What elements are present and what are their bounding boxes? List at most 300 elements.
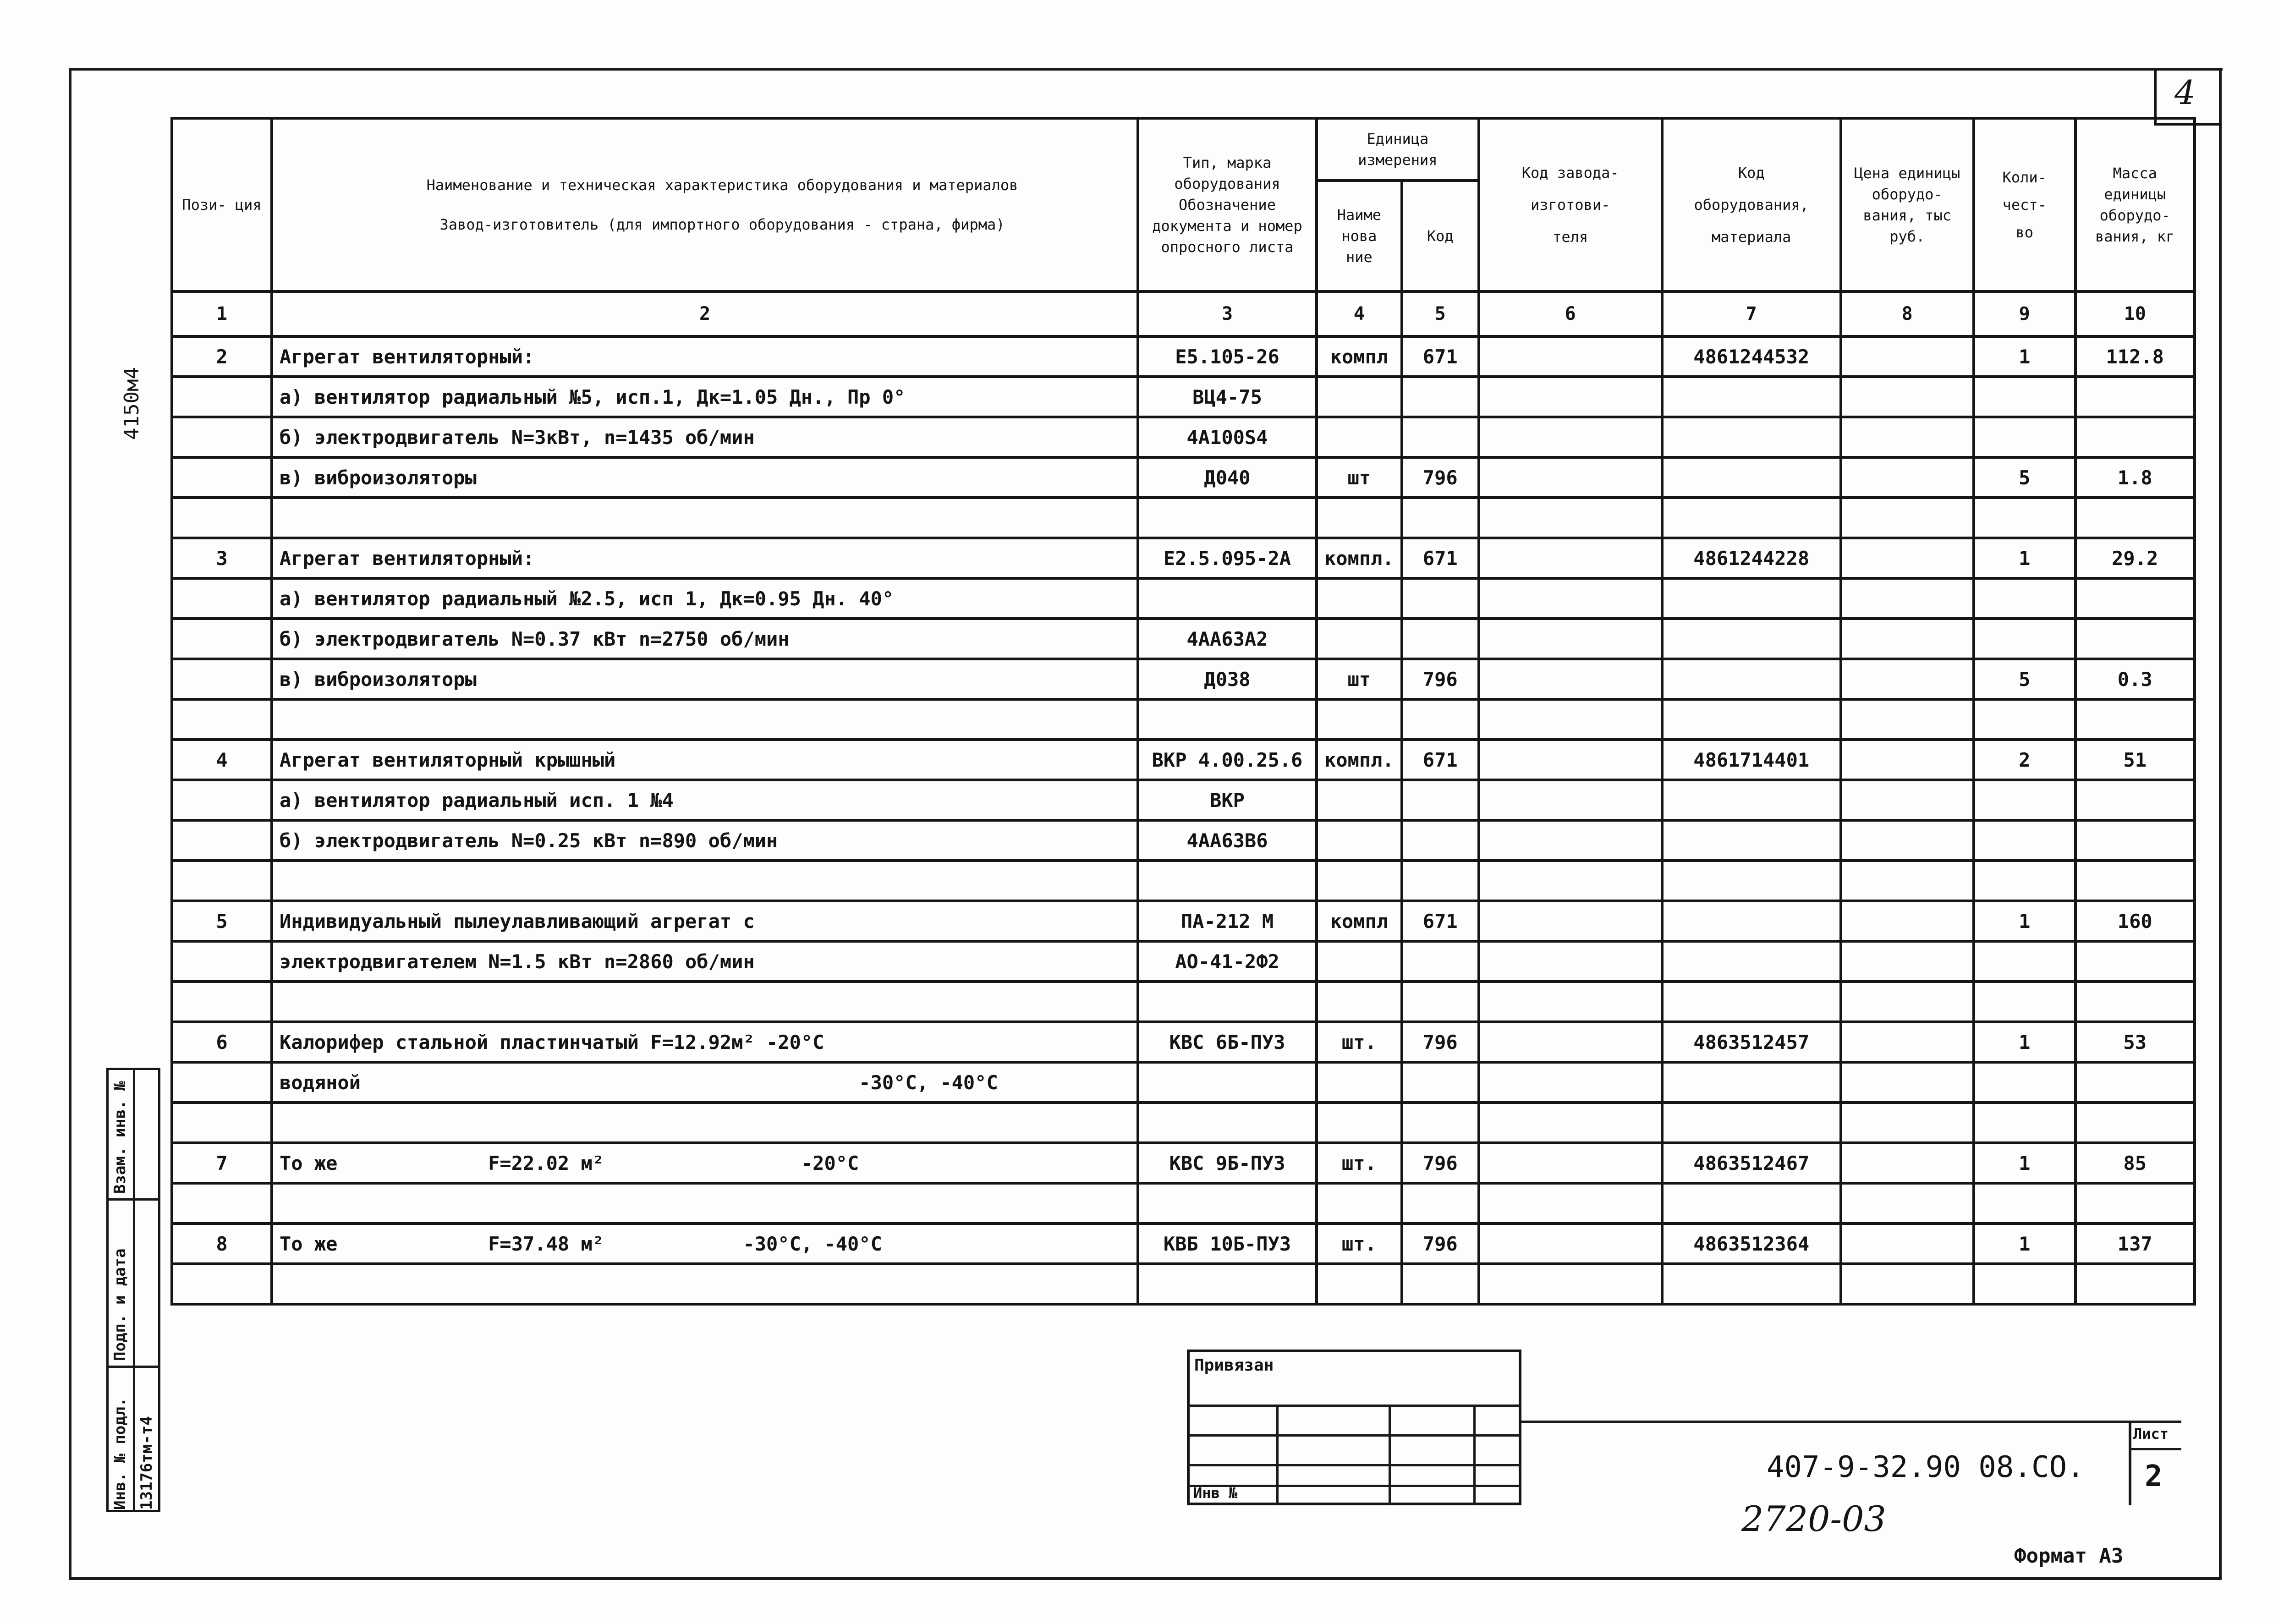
- row-mass: [2075, 377, 2195, 417]
- row-quantity: [1974, 699, 2075, 740]
- row-price: [1841, 1062, 1974, 1103]
- row-price: [1841, 861, 1974, 901]
- row-unit-code: 796: [1402, 1223, 1479, 1264]
- row-type: ВКР: [1138, 780, 1317, 820]
- row-plant-code: [1479, 861, 1662, 901]
- row-unit-code: [1402, 1103, 1479, 1143]
- row-plant-code: [1479, 1143, 1662, 1183]
- side-approval-block: [106, 1068, 160, 1512]
- row-unit: [1317, 780, 1402, 820]
- binding-inv-label: Инв №: [1193, 1484, 1238, 1502]
- row-mass: [2075, 780, 2195, 820]
- row-unit: [1317, 578, 1402, 619]
- row-price: [1841, 699, 1974, 740]
- row-equipment-code: [1662, 901, 1841, 941]
- row-type: [1138, 699, 1317, 740]
- header-qty: Коли- чест- во: [1974, 118, 2075, 291]
- table-row: [172, 1264, 2195, 1304]
- row-type: ПА-212 М: [1138, 901, 1317, 941]
- table-row: [172, 780, 2195, 820]
- sheet-number: 2: [2145, 1459, 2163, 1493]
- row-equipment-code: 4863512457: [1662, 1022, 1841, 1062]
- row-unit: [1317, 498, 1402, 538]
- row-unit: компл.: [1317, 740, 1402, 780]
- row-equipment-code: 4863512364: [1662, 1223, 1841, 1264]
- row-position: [172, 861, 272, 901]
- row-mass: [2075, 1264, 2195, 1304]
- table-row: [172, 861, 2195, 901]
- row-unit-code: [1402, 941, 1479, 982]
- row-unit: [1317, 1103, 1402, 1143]
- row-price: [1841, 538, 1974, 578]
- row-quantity: [1974, 498, 2075, 538]
- binding-block: [1187, 1350, 1521, 1505]
- row-quantity: 2: [1974, 740, 2075, 780]
- row-unit-code: [1402, 982, 1479, 1022]
- row-mass: [2075, 619, 2195, 659]
- row-unit-code: 796: [1402, 1143, 1479, 1183]
- row-unit-code: 671: [1402, 740, 1479, 780]
- row-equipment-code: [1662, 699, 1841, 740]
- row-price: [1841, 1183, 1974, 1223]
- row-name: [272, 861, 1138, 901]
- row-price: [1841, 740, 1974, 780]
- table-row: [172, 740, 2195, 780]
- row-position: [172, 377, 272, 417]
- row-quantity: [1974, 377, 2075, 417]
- col-number: 8: [1841, 291, 1974, 336]
- row-plant-code: [1479, 820, 1662, 861]
- row-position: [172, 457, 272, 498]
- row-unit: [1317, 982, 1402, 1022]
- row-unit: [1317, 377, 1402, 417]
- row-mass: 1.8: [2075, 457, 2195, 498]
- row-mass: [2075, 578, 2195, 619]
- row-mass: [2075, 417, 2195, 457]
- row-unit-code: [1402, 619, 1479, 659]
- row-price: [1841, 1022, 1974, 1062]
- col-number: 4: [1317, 291, 1402, 336]
- col-number: 1: [172, 291, 272, 336]
- table-row: [172, 699, 2195, 740]
- row-equipment-code: [1662, 619, 1841, 659]
- row-price: [1841, 1264, 1974, 1304]
- row-type: [1138, 498, 1317, 538]
- header-row-1: [172, 118, 2195, 181]
- row-type: 4АА63В6: [1138, 820, 1317, 861]
- row-plant-code: [1479, 941, 1662, 982]
- row-type: [1138, 578, 1317, 619]
- row-name: [272, 982, 1138, 1022]
- row-quantity: 5: [1974, 659, 2075, 699]
- col-number: 7: [1662, 291, 1841, 336]
- row-unit-code: [1402, 780, 1479, 820]
- row-plant-code: [1479, 417, 1662, 457]
- row-equipment-code: [1662, 498, 1841, 538]
- header-unit-group: Единица измерения: [1317, 118, 1479, 181]
- row-position: 3: [172, 538, 272, 578]
- binding-title: Привязан: [1194, 1356, 1274, 1375]
- row-equipment-code: [1662, 820, 1841, 861]
- row-price: [1841, 941, 1974, 982]
- row-position: [172, 699, 272, 740]
- row-unit-code: [1402, 861, 1479, 901]
- row-unit-code: [1402, 1264, 1479, 1304]
- row-equipment-code: 4863512467: [1662, 1143, 1841, 1183]
- row-unit-code: [1402, 578, 1479, 619]
- row-quantity: [1974, 982, 2075, 1022]
- row-price: [1841, 659, 1974, 699]
- row-unit: [1317, 619, 1402, 659]
- row-mass: 160: [2075, 901, 2195, 941]
- row-mass: [2075, 941, 2195, 982]
- row-equipment-code: [1662, 861, 1841, 901]
- row-name: водяной -30°С, -40°С: [272, 1062, 1138, 1103]
- row-equipment-code: [1662, 780, 1841, 820]
- row-position: [172, 941, 272, 982]
- row-equipment-code: [1662, 1264, 1841, 1304]
- title-block-line: [1521, 1421, 2181, 1423]
- col-number: 6: [1479, 291, 1662, 336]
- row-unit-code: 671: [1402, 538, 1479, 578]
- col-number: 2: [272, 291, 1138, 336]
- row-name: [272, 1103, 1138, 1143]
- row-type: [1138, 1103, 1317, 1143]
- row-quantity: [1974, 578, 2075, 619]
- row-plant-code: [1479, 538, 1662, 578]
- row-quantity: 1: [1974, 1022, 2075, 1062]
- header-equip-code: Код оборудования, материала: [1662, 118, 1841, 291]
- doc-code: 407-9-32.90 08.СО.: [1767, 1450, 2085, 1484]
- row-price: [1841, 901, 1974, 941]
- row-position: [172, 820, 272, 861]
- row-position: 2: [172, 336, 272, 377]
- row-price: [1841, 820, 1974, 861]
- row-type: ВЦ4-75: [1138, 377, 1317, 417]
- row-type: Е2.5.095-2А: [1138, 538, 1317, 578]
- header-type: Тип, марка оборудования Обозначение документа и номер опросного листа: [1138, 118, 1317, 291]
- row-name: [272, 1264, 1138, 1304]
- frame-right: [2219, 68, 2222, 1580]
- row-price: [1841, 619, 1974, 659]
- row-plant-code: [1479, 780, 1662, 820]
- table-row: [172, 1183, 2195, 1223]
- row-unit: [1317, 1183, 1402, 1223]
- header-mass: Масса единицы оборудо-вания, кг: [2075, 118, 2195, 291]
- row-unit-code: [1402, 417, 1479, 457]
- format-label: Формат А3: [2014, 1544, 2124, 1568]
- row-type: Д040: [1138, 457, 1317, 498]
- row-price: [1841, 457, 1974, 498]
- side-stamp: 4150м4: [120, 367, 143, 440]
- row-mass: [2075, 498, 2195, 538]
- row-type: [1138, 1062, 1317, 1103]
- row-mass: 51: [2075, 740, 2195, 780]
- row-unit: [1317, 941, 1402, 982]
- row-position: [172, 619, 272, 659]
- row-type: Д038: [1138, 659, 1317, 699]
- table-body: [172, 336, 2195, 1304]
- col-number: 10: [2075, 291, 2195, 336]
- row-equipment-code: [1662, 982, 1841, 1022]
- header-pos: Пози- ция: [172, 118, 272, 291]
- table-row: [172, 619, 2195, 659]
- row-quantity: [1974, 619, 2075, 659]
- row-quantity: 1: [1974, 538, 2075, 578]
- row-mass: 112.8: [2075, 336, 2195, 377]
- row-price: [1841, 982, 1974, 1022]
- row-name: электродвигателем N=1.5 кВт n=2860 об/мин: [272, 941, 1138, 982]
- row-name: Агрегат вентиляторный крышный: [272, 740, 1138, 780]
- row-name: Калорифер стальной пластинчатый F=12.92м² -20°С: [272, 1022, 1138, 1062]
- row-unit: [1317, 417, 1402, 457]
- row-plant-code: [1479, 1103, 1662, 1143]
- row-mass: [2075, 982, 2195, 1022]
- sheet-label: Лист: [2133, 1425, 2169, 1443]
- row-unit: компл: [1317, 901, 1402, 941]
- row-mass: [2075, 820, 2195, 861]
- row-unit: компл: [1317, 336, 1402, 377]
- row-price: [1841, 498, 1974, 538]
- row-type: [1138, 982, 1317, 1022]
- row-name: а) вентилятор радиальный №2.5, исп 1, Дк=0.95 Дн. 40°: [272, 578, 1138, 619]
- row-quantity: 1: [1974, 1223, 2075, 1264]
- row-position: [172, 780, 272, 820]
- row-equipment-code: [1662, 1062, 1841, 1103]
- row-type: [1138, 1264, 1317, 1304]
- row-equipment-code: 4861714401: [1662, 740, 1841, 780]
- row-unit-code: [1402, 498, 1479, 538]
- row-unit-code: [1402, 820, 1479, 861]
- row-position: [172, 1264, 272, 1304]
- table-row: [172, 457, 2195, 498]
- row-unit: шт.: [1317, 1022, 1402, 1062]
- row-unit: шт.: [1317, 1143, 1402, 1183]
- row-equipment-code: [1662, 457, 1841, 498]
- row-mass: 137: [2075, 1223, 2195, 1264]
- row-plant-code: [1479, 457, 1662, 498]
- header-name-line2: Завод-изготовитель (для импортного оборудования - страна, фирма): [439, 216, 1005, 233]
- row-position: 4: [172, 740, 272, 780]
- row-unit-code: [1402, 1062, 1479, 1103]
- row-quantity: [1974, 820, 2075, 861]
- row-quantity: [1974, 861, 2075, 901]
- table-row: [172, 941, 2195, 982]
- row-unit-code: 796: [1402, 659, 1479, 699]
- row-plant-code: [1479, 1183, 1662, 1223]
- row-name: б) электродвигатель N=0.37 кВт n=2750 об/мин: [272, 619, 1138, 659]
- row-equipment-code: [1662, 659, 1841, 699]
- row-equipment-code: [1662, 941, 1841, 982]
- row-type: [1138, 861, 1317, 901]
- row-name: То же F=22.02 м² -20°С: [272, 1143, 1138, 1183]
- row-type: КВС 9Б-ПУЗ: [1138, 1143, 1317, 1183]
- row-equipment-code: [1662, 578, 1841, 619]
- table-row: [172, 1062, 2195, 1103]
- row-unit-code: 796: [1402, 457, 1479, 498]
- row-mass: [2075, 699, 2195, 740]
- row-unit: [1317, 1264, 1402, 1304]
- row-mass: 85: [2075, 1143, 2195, 1183]
- row-position: [172, 578, 272, 619]
- table-row: [172, 659, 2195, 699]
- row-position: 8: [172, 1223, 272, 1264]
- frame-bottom: [69, 1577, 2222, 1580]
- col-number: 3: [1138, 291, 1317, 336]
- header-unit-code: Код: [1402, 181, 1479, 291]
- header-name-line1: Наименование и техническая характеристика оборудования и материалов: [426, 176, 1018, 194]
- row-quantity: 1: [1974, 1143, 2075, 1183]
- row-position: 5: [172, 901, 272, 941]
- row-equipment-code: [1662, 377, 1841, 417]
- side-label-vzam: Взам. инв. №: [111, 1081, 129, 1194]
- row-type: [1138, 1183, 1317, 1223]
- row-quantity: 1: [1974, 336, 2075, 377]
- row-plant-code: [1479, 619, 1662, 659]
- row-unit-code: [1402, 377, 1479, 417]
- row-quantity: 1: [1974, 901, 2075, 941]
- side-label-inv-podl: Инв. № подл.: [111, 1397, 129, 1510]
- row-type: КВБ 10Б-ПУЗ: [1138, 1223, 1317, 1264]
- row-price: [1841, 417, 1974, 457]
- row-quantity: 5: [1974, 457, 2075, 498]
- row-unit-code: 671: [1402, 336, 1479, 377]
- table-row: [172, 578, 2195, 619]
- header-name: [272, 118, 1138, 291]
- row-position: [172, 1183, 272, 1223]
- row-mass: [2075, 861, 2195, 901]
- header-plant-code: Код завода- изготови- теля: [1479, 118, 1662, 291]
- row-price: [1841, 1103, 1974, 1143]
- row-mass: [2075, 1062, 2195, 1103]
- col-number: 9: [1974, 291, 2075, 336]
- row-unit-code: [1402, 699, 1479, 740]
- row-plant-code: [1479, 1062, 1662, 1103]
- table-row: [172, 377, 2195, 417]
- row-quantity: [1974, 417, 2075, 457]
- table-row: [172, 336, 2195, 377]
- row-quantity: [1974, 1183, 2075, 1223]
- row-unit-code: [1402, 1183, 1479, 1223]
- row-plant-code: [1479, 1223, 1662, 1264]
- handwritten-number: 2720-03: [1741, 1498, 1886, 1539]
- row-plant-code: [1479, 740, 1662, 780]
- row-unit: шт.: [1317, 1223, 1402, 1264]
- table-row: [172, 417, 2195, 457]
- row-price: [1841, 1223, 1974, 1264]
- row-name: б) электродвигатель N=0.25 кВт n=890 об/мин: [272, 820, 1138, 861]
- row-plant-code: [1479, 1264, 1662, 1304]
- table-row: [172, 1143, 2195, 1183]
- row-name: Агрегат вентиляторный:: [272, 538, 1138, 578]
- specification-table: [170, 117, 2196, 1306]
- row-name: Агрегат вентиляторный:: [272, 336, 1138, 377]
- row-name: а) вентилятор радиальный исп. 1 №4: [272, 780, 1138, 820]
- row-type: КВС 6Б-ПУЗ: [1138, 1022, 1317, 1062]
- row-name: То же F=37.48 м² -30°С, -40°С: [272, 1223, 1138, 1264]
- row-position: 7: [172, 1143, 272, 1183]
- row-plant-code: [1479, 578, 1662, 619]
- row-position: [172, 659, 272, 699]
- row-equipment-code: [1662, 417, 1841, 457]
- header-unit-name: Наиме нова ние: [1317, 181, 1402, 291]
- row-mass: [2075, 1103, 2195, 1143]
- row-type: 4А100S4: [1138, 417, 1317, 457]
- row-quantity: [1974, 941, 2075, 982]
- column-number-row: [172, 291, 2195, 336]
- row-equipment-code: [1662, 1103, 1841, 1143]
- side-number: 13176тм-т4: [137, 1416, 156, 1510]
- table-row: [172, 538, 2195, 578]
- row-name: б) электродвигатель N=3кВт, n=1435 об/мин: [272, 417, 1138, 457]
- row-price: [1841, 336, 1974, 377]
- frame-left: [69, 68, 71, 1580]
- row-plant-code: [1479, 901, 1662, 941]
- row-plant-code: [1479, 498, 1662, 538]
- row-equipment-code: 4861244228: [1662, 538, 1841, 578]
- row-unit: шт: [1317, 457, 1402, 498]
- row-unit: [1317, 1062, 1402, 1103]
- row-unit: шт: [1317, 659, 1402, 699]
- row-plant-code: [1479, 377, 1662, 417]
- row-unit: [1317, 861, 1402, 901]
- row-equipment-code: 4861244532: [1662, 336, 1841, 377]
- row-quantity: [1974, 1103, 2075, 1143]
- row-unit: [1317, 699, 1402, 740]
- row-type: Е5.105-26: [1138, 336, 1317, 377]
- row-unit: [1317, 820, 1402, 861]
- table-row: [172, 498, 2195, 538]
- row-mass: 53: [2075, 1022, 2195, 1062]
- row-name: [272, 1183, 1138, 1223]
- row-quantity: [1974, 780, 2075, 820]
- row-position: [172, 982, 272, 1022]
- row-type: АО-41-2Ф2: [1138, 941, 1317, 982]
- row-quantity: [1974, 1264, 2075, 1304]
- row-type: ВКР 4.00.25.6: [1138, 740, 1317, 780]
- row-equipment-code: [1662, 1183, 1841, 1223]
- row-unit: компл.: [1317, 538, 1402, 578]
- row-mass: 0.3: [2075, 659, 2195, 699]
- row-quantity: [1974, 1062, 2075, 1103]
- row-plant-code: [1479, 699, 1662, 740]
- row-plant-code: [1479, 336, 1662, 377]
- row-mass: 29.2: [2075, 538, 2195, 578]
- row-name: в) виброизоляторы: [272, 659, 1138, 699]
- row-type: 4АА63А2: [1138, 619, 1317, 659]
- row-position: 6: [172, 1022, 272, 1062]
- row-position: [172, 498, 272, 538]
- row-name: Индивидуальный пылеулавливающий агрегат с: [272, 901, 1138, 941]
- row-position: [172, 1062, 272, 1103]
- row-plant-code: [1479, 1022, 1662, 1062]
- table-row: [172, 1103, 2195, 1143]
- row-unit-code: 796: [1402, 1022, 1479, 1062]
- row-price: [1841, 377, 1974, 417]
- row-name: [272, 699, 1138, 740]
- row-price: [1841, 1143, 1974, 1183]
- table-row: [172, 982, 2195, 1022]
- frame-top: [69, 68, 2223, 71]
- table-row: [172, 820, 2195, 861]
- header-price: Цена единицы оборудо-вания, тыс руб.: [1841, 118, 1974, 291]
- col-number: 5: [1402, 291, 1479, 336]
- row-price: [1841, 780, 1974, 820]
- row-name: а) вентилятор радиальный №5, исп.1, Дк=1.05 Дн., Пр 0°: [272, 377, 1138, 417]
- row-plant-code: [1479, 659, 1662, 699]
- table-row: [172, 901, 2195, 941]
- row-name: [272, 498, 1138, 538]
